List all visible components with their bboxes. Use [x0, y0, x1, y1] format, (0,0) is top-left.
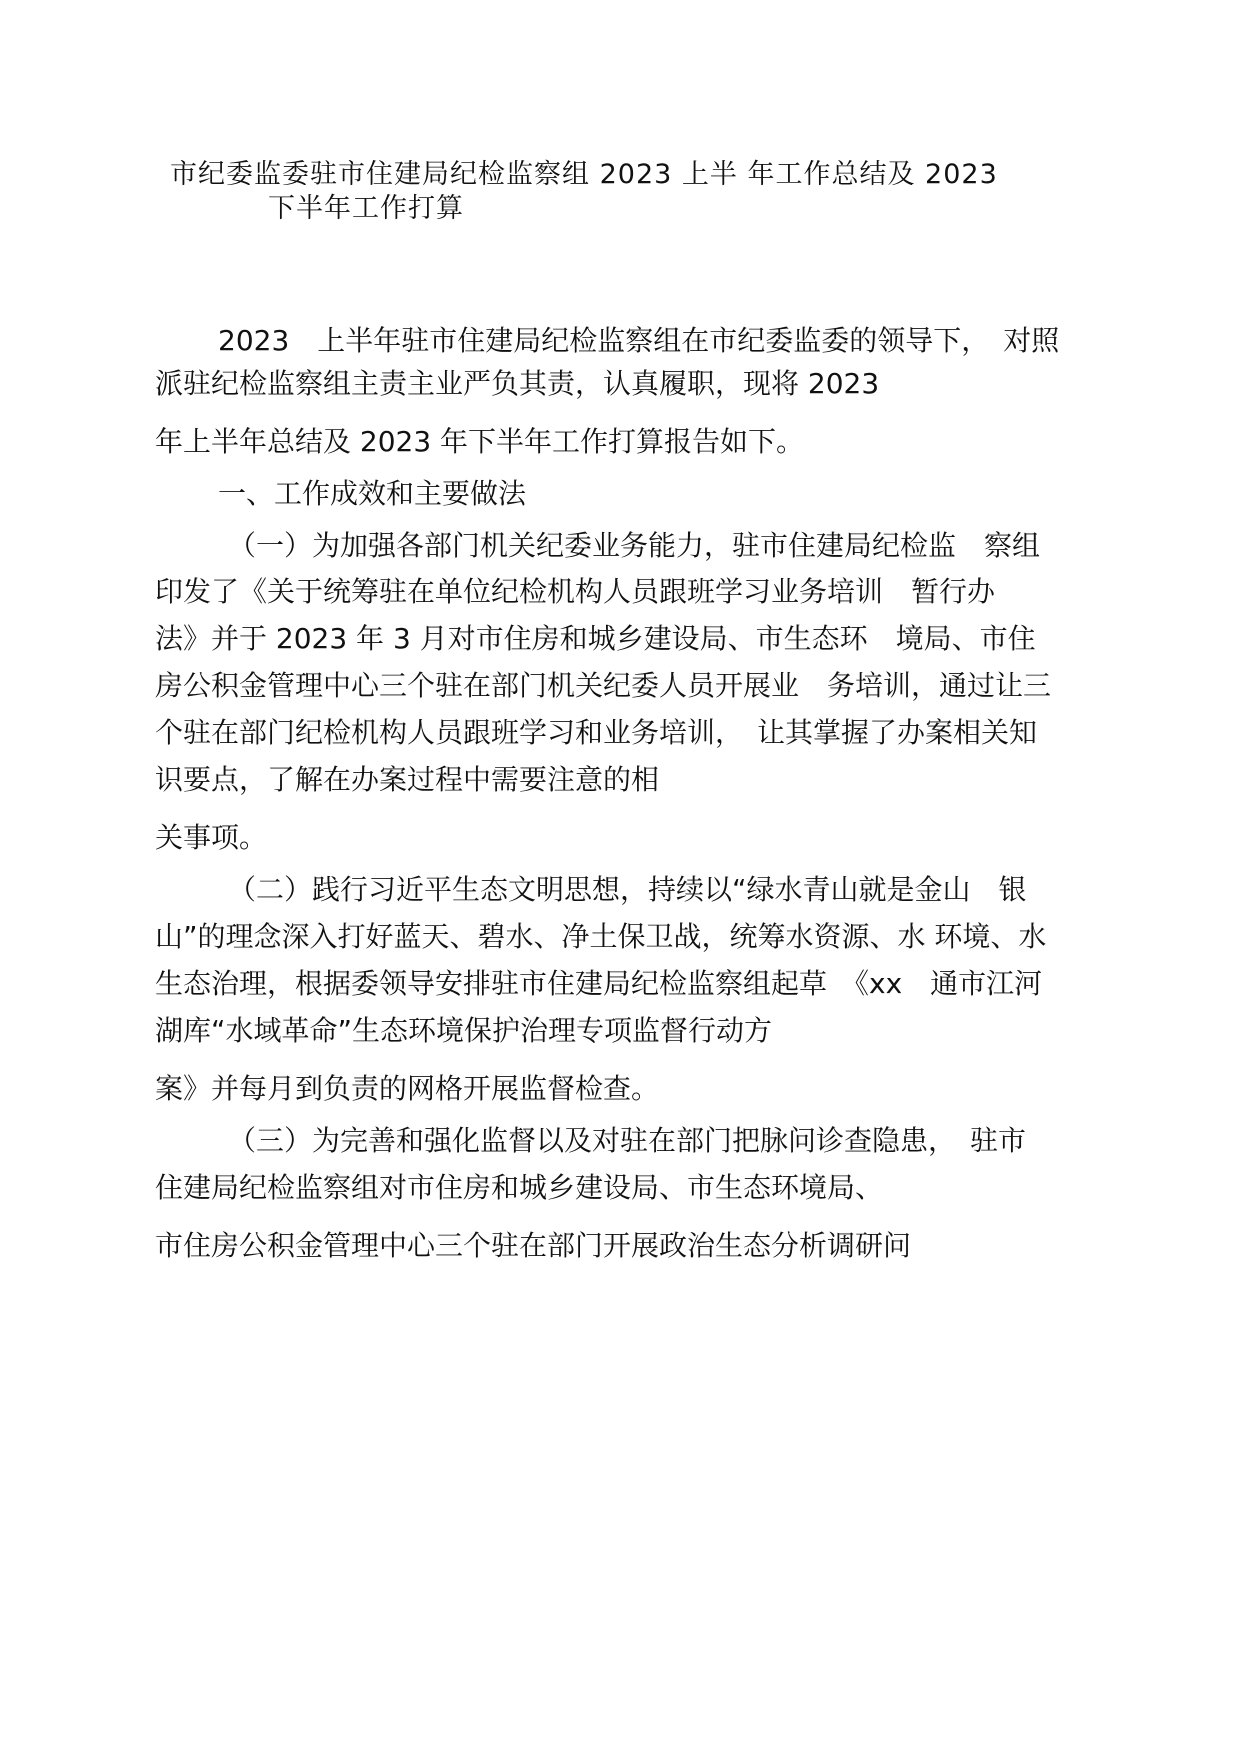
body-line: 2023 上半年驻市住建局纪检监察组在市纪委监委的领导下， 对照	[218, 324, 1060, 357]
body-line: 年上半年总结及 2023 年下半年工作打算报告如下。	[155, 425, 805, 458]
body-line: 案》并每月到负责的网格开展监督检查。	[155, 1072, 660, 1105]
body-line: 关事项。	[155, 821, 268, 854]
body-line: 生态治理，根据委领导安排驻市住建局纪检监察组起草 《xx 通市江河	[155, 967, 1043, 1000]
body-line: 山”的理念深入打好蓝天、碧水、净土保卫战，统筹水资源、水 环境、水	[155, 920, 1047, 953]
body-line: 个驻在部门纪检机构人员跟班学习和业务培训， 让其掌握了办案相关知	[155, 716, 1038, 749]
body-line: （三）为完善和强化监督以及对驻在部门把脉问诊查隐患， 驻市	[228, 1124, 1027, 1157]
body-line: 湖库“水域革命”生态环境保护治理专项监督行动方	[155, 1014, 773, 1047]
body-line: 住建局纪检监察组对市住房和城乡建设局、市生态环境局、	[155, 1171, 884, 1204]
body-line: 派驻纪检监察组主责主业严负其责，认真履职，现将 2023	[155, 367, 880, 400]
title-line-2: 下半年工作打算	[268, 193, 464, 224]
title-line-1: 市纪委监委驻市住建局纪检监察组 2023 上半 年工作总结及 2023	[170, 159, 998, 190]
body-line: 法》并于 2023 年 3 月对市住房和城乡建设局、市生态环 境局、市住	[155, 622, 1036, 655]
body-line: 识要点，了解在办案过程中需要注意的相	[155, 763, 660, 796]
body-line: 市住房公积金管理中心三个驻在部门开展政治生态分析调研问	[155, 1229, 912, 1262]
body-line: （一）为加强各部门机关纪委业务能力，驻市住建局纪检监 察组	[228, 529, 1041, 562]
body-line: （二）践行习近平生态文明思想，持续以“绿水青山就是金山 银	[228, 873, 1027, 906]
section-heading: 一、工作成效和主要做法	[218, 477, 527, 510]
body-line: 房公积金管理中心三个驻在部门机关纪委人员开展业 务培训，通过让三	[155, 669, 1052, 702]
document-title	[170, 158, 1120, 226]
body-line: 印发了《关于统筹驻在单位纪检机构人员跟班学习业务培训 暂行办	[155, 575, 996, 608]
